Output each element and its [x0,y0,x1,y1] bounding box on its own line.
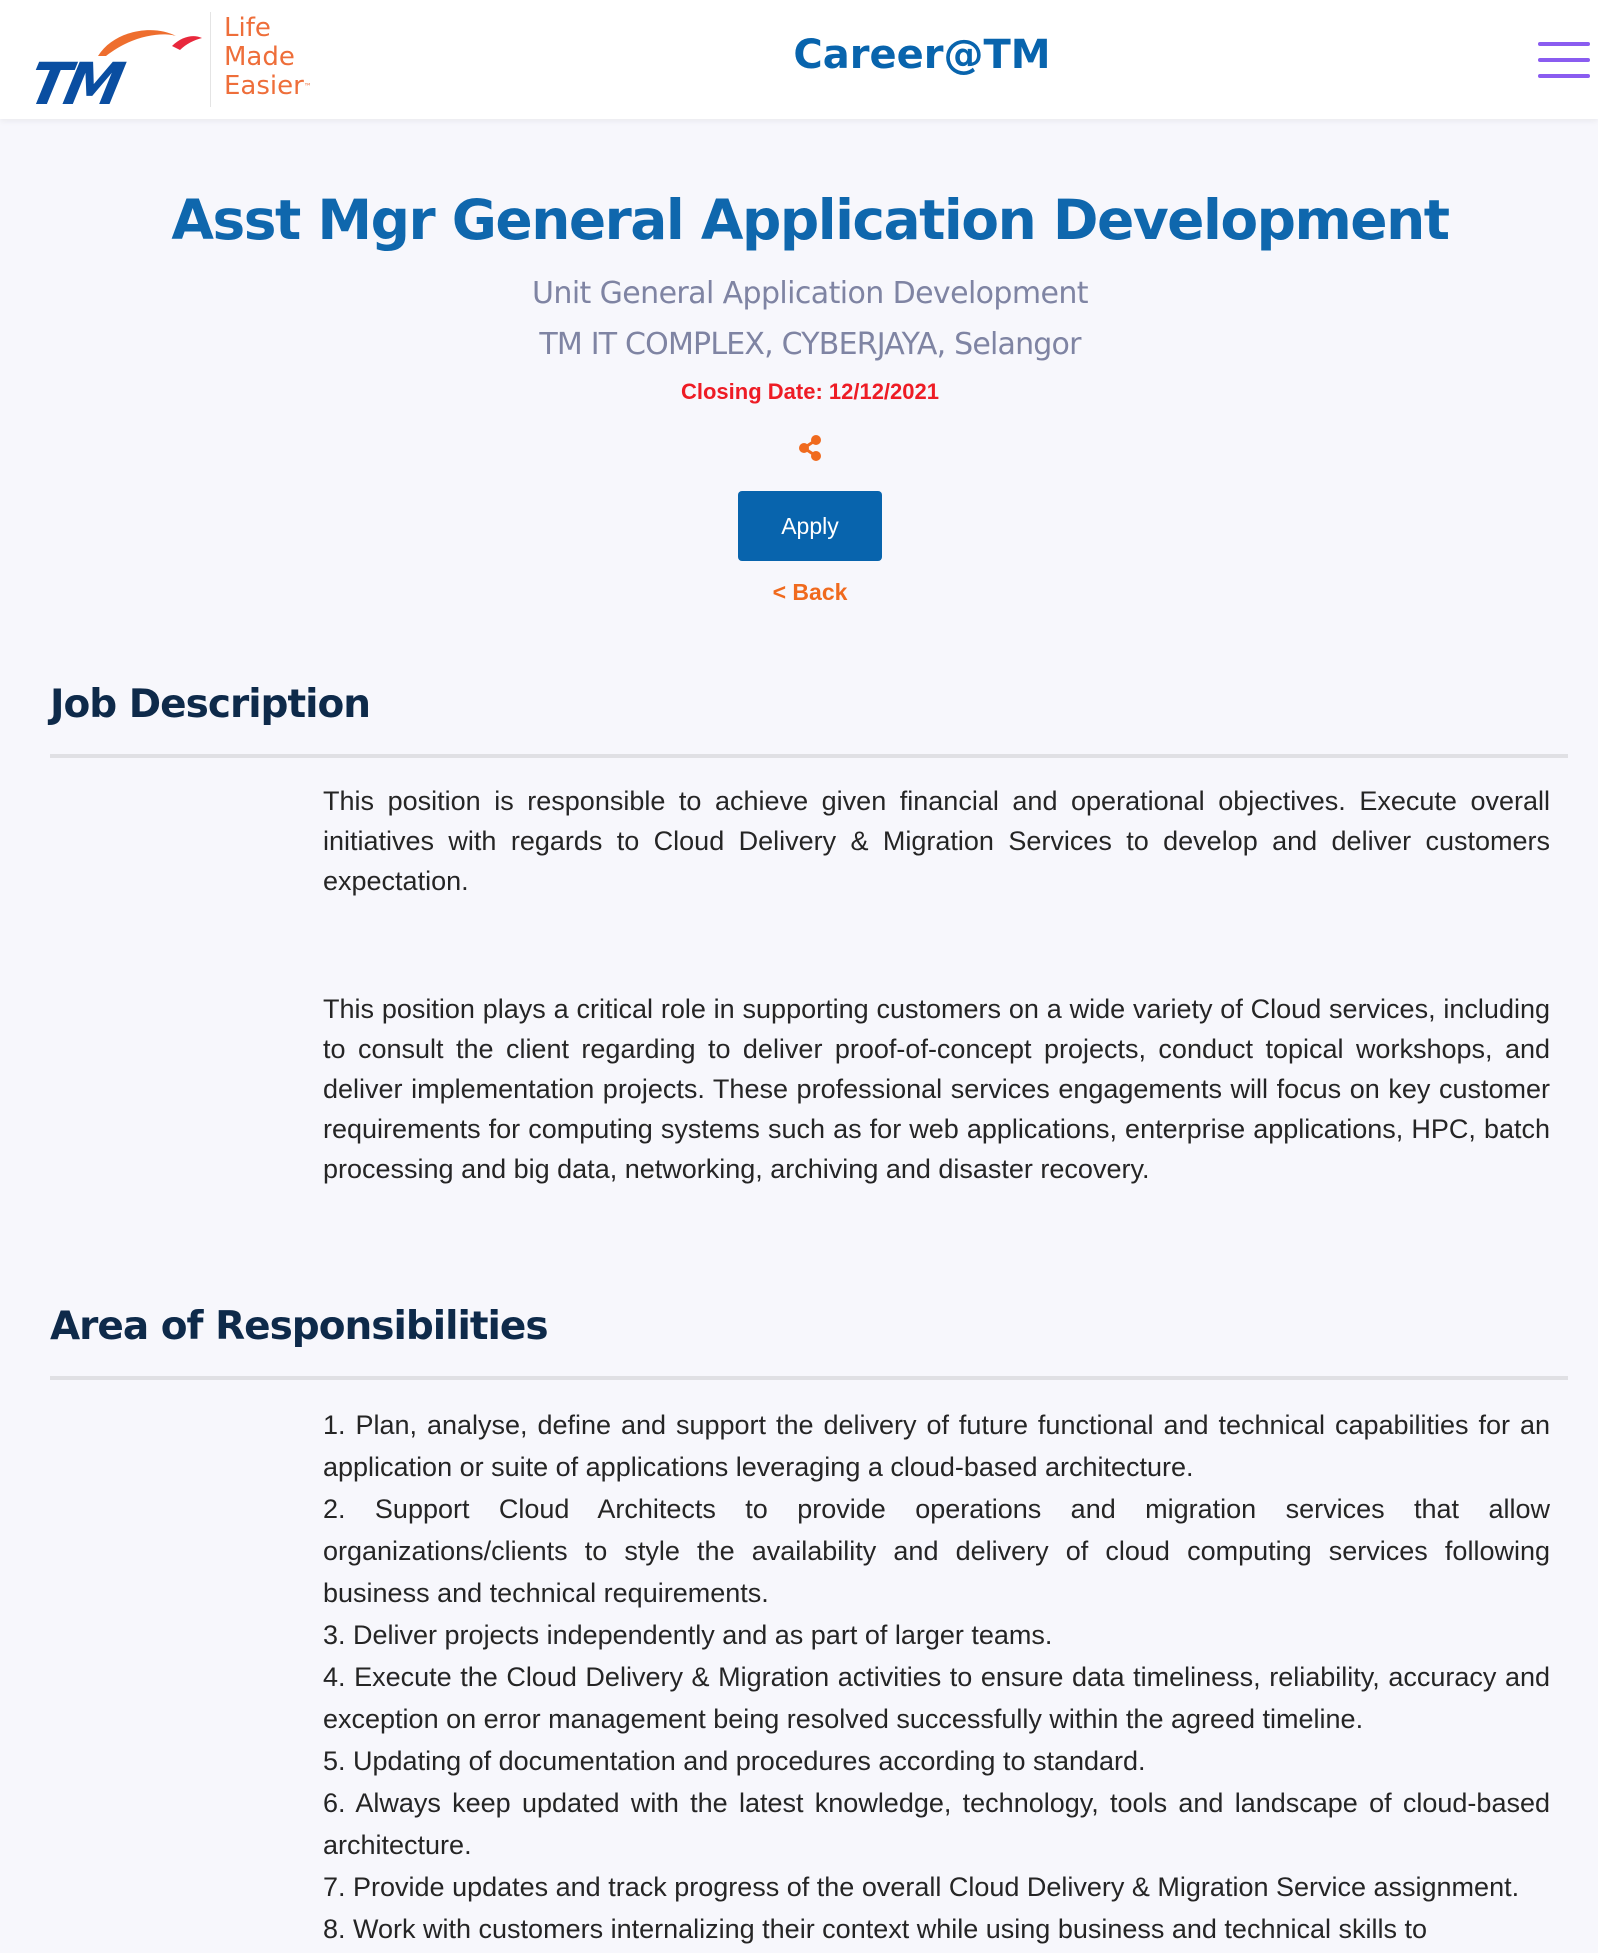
responsibility-item: 6. Always keep updated with the latest knowledge, technology, tools and landscape of cloud-based architecture. [323,1788,1550,1860]
section-divider [50,1376,1568,1380]
responsibility-item: 3. Deliver projects independently and as part of larger teams. [323,1620,1053,1650]
hamburger-menu-button[interactable] [1536,36,1592,84]
responsibilities-list [323,1404,1550,1950]
job-description-paragraph: This position plays a critical role in supporting customers on a wide variety of Cloud services, including to consult the client regarding to deliver proof-of-concept projects, conduct topical workshops, and deliver implementation projects. These professional services engagements will focus on key customer requirements for computing systems such as for web applications, enterprise applications, HPC, batch processing and big data, networking, archiving and disaster recovery. [323,994,1550,1184]
job-location: TM IT COMPLEX, CYBERJAYA, Selangor [539,327,1081,362]
responsibility-item: 7. Provide updates and track progress of the overall Cloud Delivery & Migration Service assignment. [323,1872,1520,1902]
job-description-heading: Job Description [50,682,371,727]
back-link[interactable]: < Back [772,579,848,605]
menu-bar [1538,58,1590,62]
trademark: ™ [303,82,312,91]
responsibility-item: 1. Plan, analyse, define and support the delivery of future functional and technical capabilities for an application or suite of applications leveraging a cloud-based architecture. [323,1410,1550,1482]
closing-date: Closing Date: 12/12/2021 [680,379,939,404]
responsibilities-heading: Area of Responsibilities [50,1304,548,1349]
job-unit: Unit General Application Development [532,276,1088,311]
job-title: Asst Mgr General Application Development [171,188,1449,252]
responsibility-item: 5. Updating of documentation and procedures according to standard. [323,1746,1146,1776]
menu-bar [1538,42,1590,46]
site-title: Career@TM [793,32,1051,78]
menu-bar [1538,74,1590,78]
tagline-word: Easier [224,71,304,101]
logo-mark: TM [22,50,127,118]
responsibility-item: 8. Work with customers internalizing their context while using business and technical skills to [323,1914,1428,1944]
section-divider [50,754,1568,758]
job-description-paragraph: This position is responsible to achieve given financial and operational objectives. Execute overall initiatives with regards to Cloud Delivery & Migration Services to develop and deliver customers expectation. [323,786,1550,896]
share-icon[interactable] [797,434,823,462]
tagline-line: Made [224,42,295,72]
site-header [0,0,1598,119]
tagline-line: Life [224,13,271,43]
responsibility-item: 4. Execute the Cloud Delivery & Migration activities to ensure data timeliness, reliability, accuracy and exception on error management being resolved successfully within the agreed timeline. [323,1662,1550,1734]
apply-button[interactable]: Apply [738,491,882,561]
responsibility-item: 2. Support Cloud Architects to provide operations and migration services that allow organizations/clients to style the availability and delivery of cloud computing services following business and technical requirements. [323,1494,1550,1608]
